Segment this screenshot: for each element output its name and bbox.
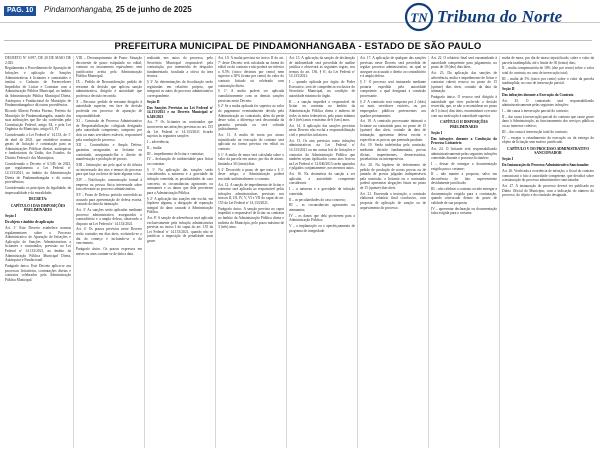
section-heading: Seção I [431,130,443,135]
paragraph: Parágrafo único. O recurso será dirigido à autoridade que tiver proferido a decisão recorrida, que, se não a reconsiderar no prazo de 5 (cinco) dias úteis, encaminhará o recurso com sua motivação à autoridade superior. [431,95,497,118]
paragraph: XI – Comissão de Processo Administrativo de Responsabilização: colegiado designado pela autoridade competente, composto por dois ou mais servidores estáveis, responsável pela condução do processo. [76,119,142,142]
section-heading: Das infrações durante a Execução do Contrato [502,92,574,97]
paragraph: III – as circunstâncias agravantes ou atenuantes; [289,203,355,212]
paragraph: § 1º A multa poderá ser aplicada cumulativamente com as demais sanções previstas neste Decreto. [218,89,284,103]
paragraph: Art. 11. A multa de mora por atraso injustificado na execução do contrato será aplicada na forma prevista em edital ou contrato. [218,133,284,151]
paragraph: Art. 20. Na hipótese de deferimento de pedido de produção de novas provas ou de juntada de provas julgadas indispensáveis pela comissão, o licitante ou o contratado poderá apresentar alegações finais no prazo de 15 (quinze) dias úteis. [360,163,426,190]
paragraph: § 2º Decorrido o prazo de que trata o § 1º deste artigo, a Administração poderá rescindir unilateralmente o contrato. [218,167,284,181]
paragraph: X – Recurso: pedido de reexame dirigido à autoridade superior, em face de decisão proferida em processo de apuração de responsabilidade. [76,99,142,118]
paragraph: realizado nos autos do processo, pelo Secretário Municipal responsável pela contratação, por intermédio de despacho fundamentado, facultada a oitiva da área técnica. [147,56,213,79]
column-divider [286,56,287,448]
paragraph: I – deixar de entregar a documentação exigida para o certame; [431,161,497,171]
section-heading: Seção II [147,99,160,104]
paragraph: II – multa compensatória de 10% (dez por cento) sobre o valor total do contrato, no caso de inexecução total; [502,66,594,75]
paragraph: Considerando a Lei Federal nº 14.133, de 1º de abril de 2021, que estabelece normas gerais de licitação e contratação para as Administrações Públicas diretas, autárquicas e fundacionais da União, dos Estados, do Distrito Federal e dos Municípios; [5,133,71,161]
paragraph: II – as peculiaridades do caso concreto; [289,197,346,202]
page-header [0,0,600,26]
edition-date: 25 de junho de 2025 [115,5,192,14]
section-heading: Das Sanções Previstas na Lei Federal nº 14.133/2021 e no Decreto Municipal nº 6.549/2023 [147,105,213,119]
paragraph: VIII – Descumprimento de Prazo: Situação decorrente de prazo estipulado no edital, contrato ou instrumento equivalente, sem justificativa aceita pela Administração Pública Municipal. [76,56,142,79]
paragraph: § 1º Na aplicação das sanções serão considerados a natureza e a gravidade da infração cometida, as peculiaridades do caso concreto, as circunstâncias agravantes ou atenuantes e os danos que dela provierem para a Administração Pública. [147,167,213,195]
title-bar [4,40,592,54]
paragraph: Art. 26. Verificada a ocorrência de infração, o fiscal do contrato comunicará o fato à autoridade competente, que decidirá sobre a instauração do processo administrativo sancionador. [502,169,594,183]
paragraph: Art. 7º Os licitantes ou contratados que incorrerem nas infrações previstas no art. 155 da Lei Federal nº 14.133/2021 ficarão sujeitos às seguintes sanções: [147,120,213,139]
paragraph: III – não celebrar o contrato ou não entregar a documentação exigida para a contratação, quando convocado dentro do prazo de validade de sua proposta; [431,187,497,206]
paragraph: II – não manter a proposta, salvo em decorrência de fato superveniente devidamente justificado; [431,172,497,186]
text-column-6 [360,56,426,448]
text-column-5 [289,56,355,448]
text-column-7 [431,56,497,448]
paragraph: Art. 18. A comissão processante intimará o licitante ou contratado para, no prazo de 15 (quinze) dias úteis, contado da data de intimação, apresentar defesa escrita e especificar as provas que pretenda produzir. [360,119,426,142]
paragraph: Parágrafo único. A sanção prevista no caput impedirá o responsável de licitar ou contratar no âmbito da Administração Pública direta e indireta do Município, pelo prazo máximo de 3 (três) anos. [218,206,284,230]
edition-line [44,5,192,14]
column-divider [357,56,358,448]
paragraph: § 3º As determinações da fiscalização serão registradas em relatório próprio, que integrará os autos do processo administrativo correspondente. [147,80,213,98]
paragraph: XV – Prazo de Defesa: período concedido ao acusado para apresentação de defesa escrita, contado da data da intimação. [76,192,142,207]
paragraph: III – dar causa à inexecução total do contrato; [502,129,568,134]
paragraph: XIII – Intimação: ato pelo qual se dá ciência ao interessado dos atos e termos do processo para que faça ou deixe de fazer alguma coisa. [76,163,142,177]
paragraph: Considerando o Decreto nº 6.549, de 2023, que regulamenta a Lei Federal nº 14.133/2021, no âmbito da Administração Direta de Pindamonhangaba e dá outras providências; [5,161,71,185]
edition-city: Pindamonhangaba, [44,5,114,14]
paragraph: IV – os danos que dela provierem para a Administração Pública; [289,213,355,223]
paragraph: § 2º A aplicação das sanções não exclui, em hipótese alguma, a obrigação de reparação integral do dano causado à Administração Pública. [147,196,213,215]
text-column-1 [5,56,71,448]
section-heading: Do objeto e âmbito de aplicação [5,220,54,225]
paragraph: I – advertência; [147,140,170,145]
paragraph: Art. 10. A multa prevista no inciso II do art. 7º deste Decreto será calculada na forma do edital ou do contrato e não poderá ser inferior a 0,5% (cinco décimos por cento) nem superior a 30% (trinta por cento) do valor do contrato licitado ou celebrado com contratação direta. [218,56,284,88]
paragraph: Art. 3º As sanções serão aplicadas mediante processo administrativo, assegurados o contraditório e a ampla defesa, observado o disposto na Lei Federal nº 14.133/2021. [76,207,142,226]
paragraph: IX – Pedido de Reconsideração: pedido de reexame da decisão que aplicou sanção administrativa, dirigido à autoridade que proferiu a decisão recorrida. [76,80,142,98]
paragraph: Art. 22. O relatório final será encaminhado à autoridade competente para julgamento, no prazo de 10 (dez) dias úteis. [431,56,497,70]
text-column-3 [147,56,213,448]
paragraph: Parágrafo único. Este Decreto aplica-se aos processos licitatórios, contratações diretas e contratos celebrados pela Administração Pública Municipal. [5,263,71,282]
paragraph: IV – declaração de inidoneidade para licitar ou contratar. [147,157,213,166]
paragraph: Art. 16. Na dosimetria da sanção a ser aplicada, a autoridade competente considerará: [289,172,355,186]
paragraph: IV – ensejar o retardamento da execução ou da entrega do objeto da licitação sem motivo justificado. [502,135,594,145]
paragraph: Art. 21. Encerrada a instrução, a comissão elaborará relatório final conclusivo, com proposta de aplicação de sanção ou de arquivamento do processo. [360,191,426,210]
paragraph: Art. 25. O contratado será responsabilizado administrativamente pelas seguintes infrações: [502,98,594,108]
section-heading: CAPÍTULO V DO PROCESSO ADMINISTRATIVO SANCIONADOR [507,146,589,156]
paragraph: III – multa de 5% (cinco por cento) sobre o valor da parcela inadimplida, no caso de inexecução parcial. [502,76,594,86]
paragraph: Art. 27. A instauração do processo deverá ser publicada no Diário Oficial do Município, com a indicação do número do processo, do objeto e da comissão designada. [502,184,594,198]
paragraph: II – a sanção impedirá o responsável de licitar ou contratar no âmbito da Administração Pública direta e indireta de todos os entes federativos, pelo prazo mínimo de 3 (três) anos e máximo de 6 (seis) anos. [289,99,355,123]
paragraph: Art. 14. A aplicação das sanções previstas neste Decreto não exclui a responsabilização civil e penal dos infratores. [289,123,355,138]
paragraph: multa de mora, por dia de atraso injustificado, sobre o valor da parcela inadimplida, até o limite de 30 (trinta) dias; [502,56,594,65]
column-divider [499,56,500,448]
logo-icon [404,2,434,32]
paragraph: II – multa; [147,145,163,150]
paragraph: Regulamenta o Procedimento de Apuração de Infrações e aplicação de Sanções Administrativas à licitantes e contratados e institui o Cadastro de Fornecedores Impedidos de Licitar e Contratar com a Administração Pública Municipal, no âmbito da Administração Pública Municipal Direta, Autárquica e Fundacional do Município de Pindamonhangaba e dá outras providências. [5,66,71,108]
page-number-badge: PAG. 10 [4,6,36,16]
logo-initials: TN [410,10,428,25]
column-divider [144,56,145,448]
section-heading: Da Instauração do Processo Administrativo Sancionador [502,163,589,168]
paragraph: Art. 4º Os prazos previstos neste Decreto serão contados em dias úteis, excluindo-se o dia do começo e incluindo-se o do vencimento. [76,227,142,246]
paragraph: Art. 19. Serão indeferidas pela comissão, mediante decisão fundamentada, provas ilícitas, impertinentes, desnecessárias, protelatórias ou intempestivas. [360,143,426,162]
paragraph: § 2º Se a multa aplicada for superior ao valor do pagamento eventualmente devido pela Administração ao contratado, além da perda desse valor, a diferença será descontada da garantia prestada ou será cobrada judicialmente. [218,104,284,132]
paragraph: Art. 23. Da aplicação das sanções de advertência, multa e impedimento de licitar e contratar caberá recurso no prazo de 15 (quinze) dias úteis, contado da data da intimação. [431,70,497,94]
paragraph: III – impedimento de licitar e contratar; [147,151,204,156]
paragraph: XII – Contraditório e Ampla Defesa: garantias asseguradas ao licitante ou contratado, assegurando-lhe o direito de manifestação e produção de provas. [76,143,142,162]
column-divider [215,56,216,448]
paragraph: I – quando aplicada por órgão do Poder Executivo, será de competência exclusiva do Secretário Municipal, na condição de autoridade máxima do órgão. [289,80,355,98]
paragraph: I – a natureza e a gravidade da infração cometida; [289,187,355,196]
column-divider [73,56,74,448]
paragraph: Art. 13. A aplicação da sanção de declaração de inidoneidade será precedida de análise jurídica e observará as seguintes regras, nos termos do art. 156, § 6º, da Lei Federal nº 14.133/2021: [289,56,355,79]
text-column-2 [76,56,142,448]
paragraph: DECRETO Nº 6.997, DE 20 DE MAIO DE 2.025. [5,56,71,65]
paragraph: Art. 24. O licitante será responsabilizado administrativamente pelas seguintes infrações cometidas durante o processo licitatório: [431,146,497,161]
section-heading: DECRETA: [28,197,48,202]
section-heading: Seção I [502,157,514,162]
paragraph: Considerando os princípios da legalidade, da impessoalidade e da moralidade; [5,185,71,195]
paragraph: Parágrafo único. Os prazos expressos em meses ou anos contam-se de data a data. [76,247,142,256]
section-heading: Das infrações durante a Condução do Processo Licitatório [431,136,497,146]
paragraph: II – dar causa à inexecução parcial do contrato que cause grave dano à Administração, ao funcionamento dos serviços públicos ou ao interesse coletivo; [502,114,594,129]
section-heading: Seção I [5,214,17,219]
paragraph: Art. 8º A sanção de advertência será aplicada exclusivamente pela infração administrativa prevista no inciso I do caput do art. 155 da Lei Federal nº 14.133/2021, quando não se justificar a imposição de penalidade mais grave. [147,216,213,244]
paragraph: Art. 15. Os atos previstos como infrações administrativas na Lei Federal nº 14.133/2021 ou em outras leis de licitações e contratos da Administração Pública que também sejam tipificados como atos lesivos na Lei Federal nº 12.846/2013 serão apurados e julgados conjuntamente, nos mesmos autos. [289,138,355,171]
paragraph: V – a implantação ou o aperfeiçoamento de programa de integridade. [289,224,355,233]
newspaper-logo[interactable] [404,2,594,34]
paragraph: § 2º A comissão será composta por 2 (dois) ou mais servidores estáveis, ou por empregados públicos pertencentes aos quadros permanentes. [360,99,426,118]
paragraph: Art. 17. A aplicação de qualquer das sanções previstas neste Decreto será precedida de regular processo administrativo, no qual se assegure ao acusado o direito ao contraditório e à ampla defesa. [360,56,426,79]
text-column-4 [218,56,284,448]
paragraph: IV – apresentar declaração ou documentação falsa exigida para o certame. [431,206,497,216]
section-heading: CAPÍTULO I DAS DISPOSIÇÕES PRELIMINARES [10,203,66,213]
paragraph: § 1º O processo será instaurado mediante portaria expedida pela autoridade competente, a qual designará a comissão processante. [360,80,426,98]
paragraph: Art. 12. A sanção de impedimento de licitar e contratar será aplicada ao responsável pelas infrações administrativas previstas nos incisos II, III, IV, V, VI e VII do caput do art. 155 da Lei Federal nº 14.133/2021. [218,182,284,205]
logo-text: Tribuna do Norte [437,7,563,26]
paragraph: Ricardo Alberto Pereira Piorino, Prefeito do Município de Pindamonhangaba, usando das suas atribuições que lhe são conferidas pela Constituição Federal, artigo 84, e pela Lei Orgânica do Município, artigo 61, IV. [5,108,71,132]
paragraph: § 1º A multa de mora será calculada sobre o valor da parcela em atraso, por dia de atraso, limitada a 30 (trinta) dias. [218,152,284,166]
text-column-8 [502,56,594,448]
column-divider [428,56,429,448]
paragraph: Art. 1º Este Decreto estabelece normas regulamentares sobre o Processo Administrativo de Apuração de Infrações e Aplicação de Sanções Administrativas a licitantes e contratados, previstas na Lei Federal nº 14.133/2021, no âmbito da Administração Pública Municipal Direta, Autárquica e Fundacional. [5,226,71,263]
paragraph: XIV – Notificação: comunicação formal à empresa ou pessoa física interessada sobre fato relevante ao processo administrativo. [76,177,142,192]
section-heading: CAPÍTULO II DISPOSIÇÕES PRELIMINARES [440,120,488,129]
section-heading: Seção II [502,87,515,92]
page-title: PREFEITURA MUNICIPAL DE PINDAMONHANGABA - ESTADO DE SÃO PAULO [114,41,482,52]
paragraph: I – dar causa à inexecução parcial do contrato; [502,109,569,114]
